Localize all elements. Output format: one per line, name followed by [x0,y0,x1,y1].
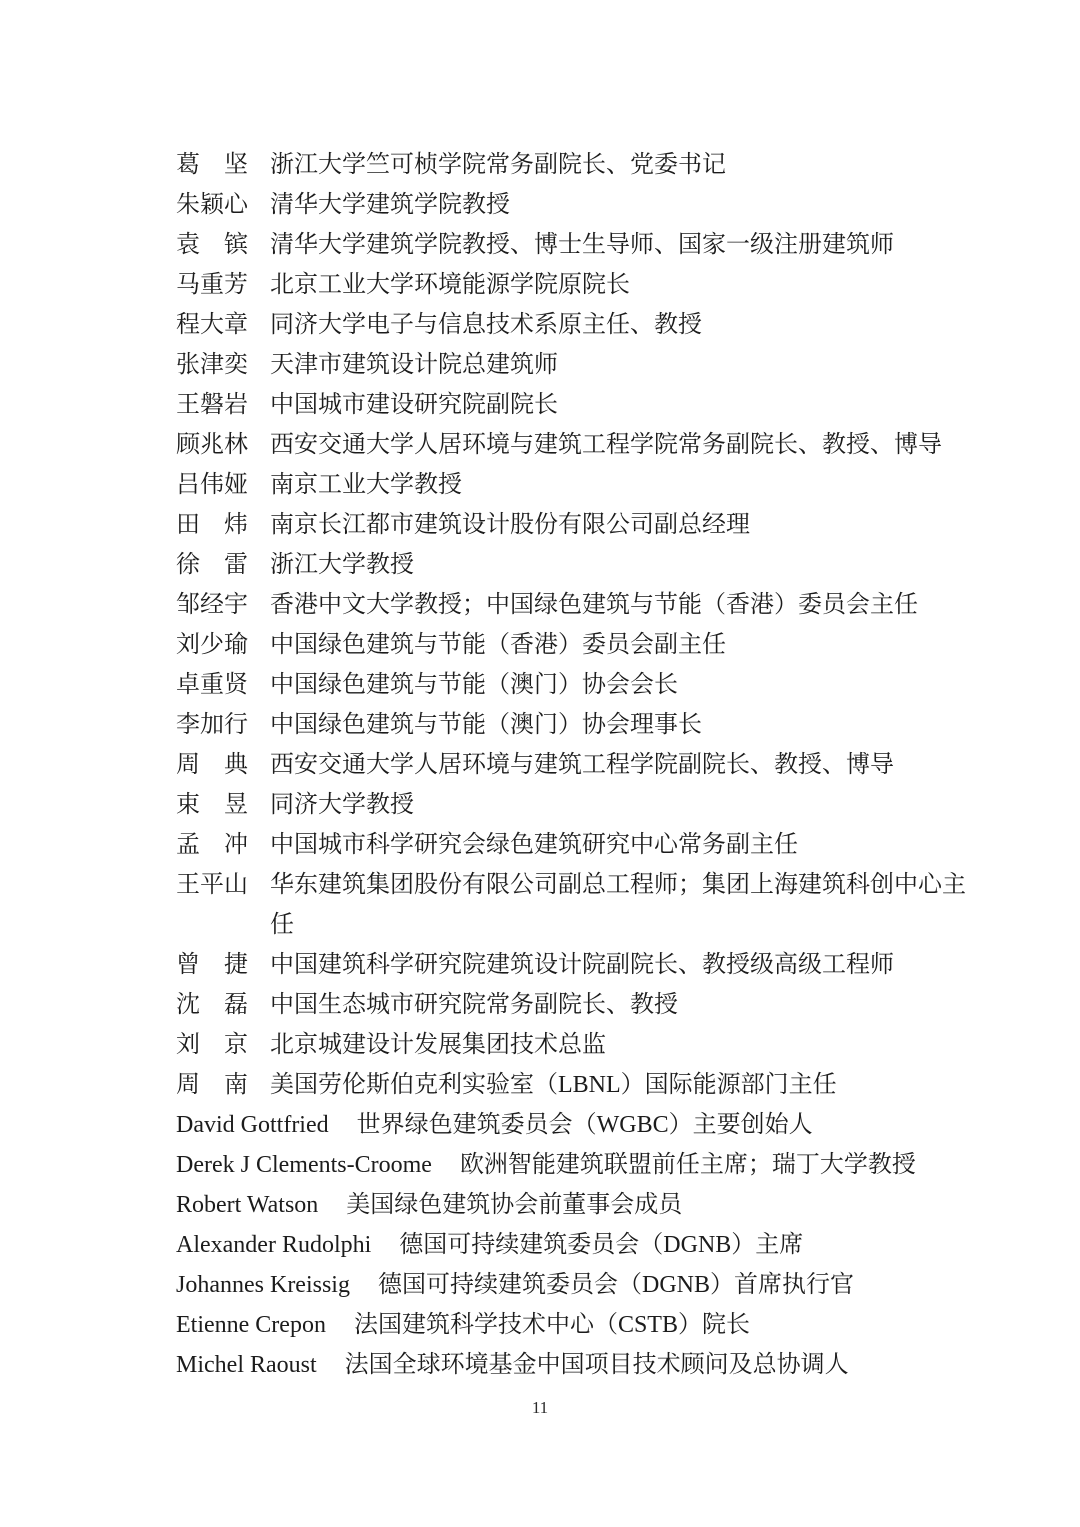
list-item [176,265,976,305]
person-role: 中国绿色建筑与节能（澳门）协会理事长 [270,712,702,738]
list-item [176,345,976,385]
list-item [176,945,976,985]
person-role: 德国可持续建筑委员会（DGNB）首席执行官 [377,1272,854,1298]
person-name: 曾 捷 [176,952,248,978]
person-name: 沈 磊 [176,992,248,1018]
list-item [176,225,976,265]
person-role: 浙江大学竺可桢学院常务副院长、党委书记 [270,152,726,178]
person-role: 华东建筑集团股份有限公司副总工程师；集团上海建筑科创中心主任 [270,872,966,938]
list-item [176,425,976,465]
list-item [176,745,976,785]
person-name: 程大章 [176,312,248,338]
list-item [176,1305,976,1345]
person-role: 欧洲智能建筑联盟前任主席；瑞丁大学教授 [459,1152,916,1178]
list-item [176,1065,976,1105]
person-role: 西安交通大学人居环境与建筑工程学院副院长、教授、博导 [270,752,894,778]
person-role: 德国可持续建筑委员会（DGNB）主席 [399,1232,804,1258]
list-item [176,825,976,865]
person-name: Robert Watson [176,1192,319,1218]
person-role: 天津市建筑设计院总建筑师 [270,352,558,378]
person-name: Alexander Rudolphi [176,1232,372,1258]
list-item [176,585,976,625]
person-role: 法国全球环境基金中国项目技术顾问及总协调人 [344,1352,849,1378]
list-item [176,545,976,585]
person-name: 王磐岩 [176,392,248,418]
person-name: 王平山 [176,872,248,898]
person-name: 刘少瑜 [176,632,248,658]
list-item [176,625,976,665]
person-name: 顾兆林 [176,432,248,458]
list-item [176,1145,976,1185]
person-name: David Gottfried [176,1112,329,1138]
list-item [176,1105,976,1145]
list-item [176,505,976,545]
person-role: 清华大学建筑学院教授、博士生导师、国家一级注册建筑师 [270,232,894,258]
person-role: 同济大学教授 [270,792,414,818]
list-item [176,1265,976,1305]
list-item [176,705,976,745]
person-role: 中国城市科学研究会绿色建筑研究中心常务副主任 [270,832,798,858]
person-name: 袁 镔 [176,232,248,258]
person-role: 南京工业大学教授 [270,472,462,498]
person-name: 葛 坚 [176,152,248,178]
person-name: 朱颖心 [176,192,248,218]
person-role: 北京工业大学环境能源学院原院长 [270,272,630,298]
list-item [176,1185,976,1225]
person-role: 中国生态城市研究院常务副院长、教授 [270,992,678,1018]
list-item [176,145,976,185]
list-item [176,785,976,825]
person-name: 邹经宇 [176,592,248,618]
person-role: 中国建筑科学研究院建筑设计院副院长、教授级高级工程师 [270,952,894,978]
person-role: 南京长江都市建筑设计股份有限公司副总经理 [270,512,750,538]
person-role: 香港中文大学教授；中国绿色建筑与节能（香港）委员会主任 [270,592,918,618]
person-name: 吕伟娅 [176,472,248,498]
expert-roster-list [176,145,976,1385]
person-name: 张津奕 [176,352,248,378]
person-role: 同济大学电子与信息技术系原主任、教授 [270,312,702,338]
list-item [176,1025,976,1065]
person-name: 周 南 [176,1072,248,1098]
list-item [176,1225,976,1265]
person-name: 束 昱 [176,792,248,818]
person-role: 美国绿色建筑协会前董事会成员 [346,1192,683,1218]
list-item [176,665,976,705]
person-role: 美国劳伦斯伯克利实验室（LBNL）国际能源部门主任 [270,1072,837,1098]
person-role: 浙江大学教授 [270,552,414,578]
person-role: 法国建筑科学技术中心（CSTB）院长 [353,1312,750,1338]
page-number: 11 [531,1398,549,1417]
list-item [176,385,976,425]
person-name: 刘 京 [176,1032,248,1058]
person-name: Derek J Clements-Croome [176,1152,432,1178]
person-name: 徐 雷 [176,552,248,578]
person-role: 世界绿色建筑委员会（WGBC）主要创始人 [356,1112,813,1138]
person-role: 中国城市建设研究院副院长 [270,392,558,418]
person-name: 卓重贤 [176,672,248,698]
person-role: 西安交通大学人居环境与建筑工程学院常务副院长、教授、博导 [270,432,942,458]
person-name: Etienne Crepon [176,1312,326,1338]
list-item [176,305,976,345]
person-role: 北京城建设计发展集团技术总监 [270,1032,606,1058]
person-name: Michel Raoust [176,1352,317,1378]
list-item [176,465,976,505]
person-name: 李加行 [176,712,248,738]
person-name: 马重芳 [176,272,248,298]
list-item [176,1345,976,1385]
person-role: 中国绿色建筑与节能（澳门）协会会长 [270,672,678,698]
list-item [176,985,976,1025]
person-name: 孟 冲 [176,832,248,858]
person-role: 中国绿色建筑与节能（香港）委员会副主任 [270,632,726,658]
person-name: 田 炜 [176,512,248,538]
person-name: 周 典 [176,752,248,778]
list-item [176,185,976,225]
person-name: Johannes Kreissig [176,1272,350,1298]
list-item [176,865,976,945]
person-role: 清华大学建筑学院教授 [270,192,510,218]
